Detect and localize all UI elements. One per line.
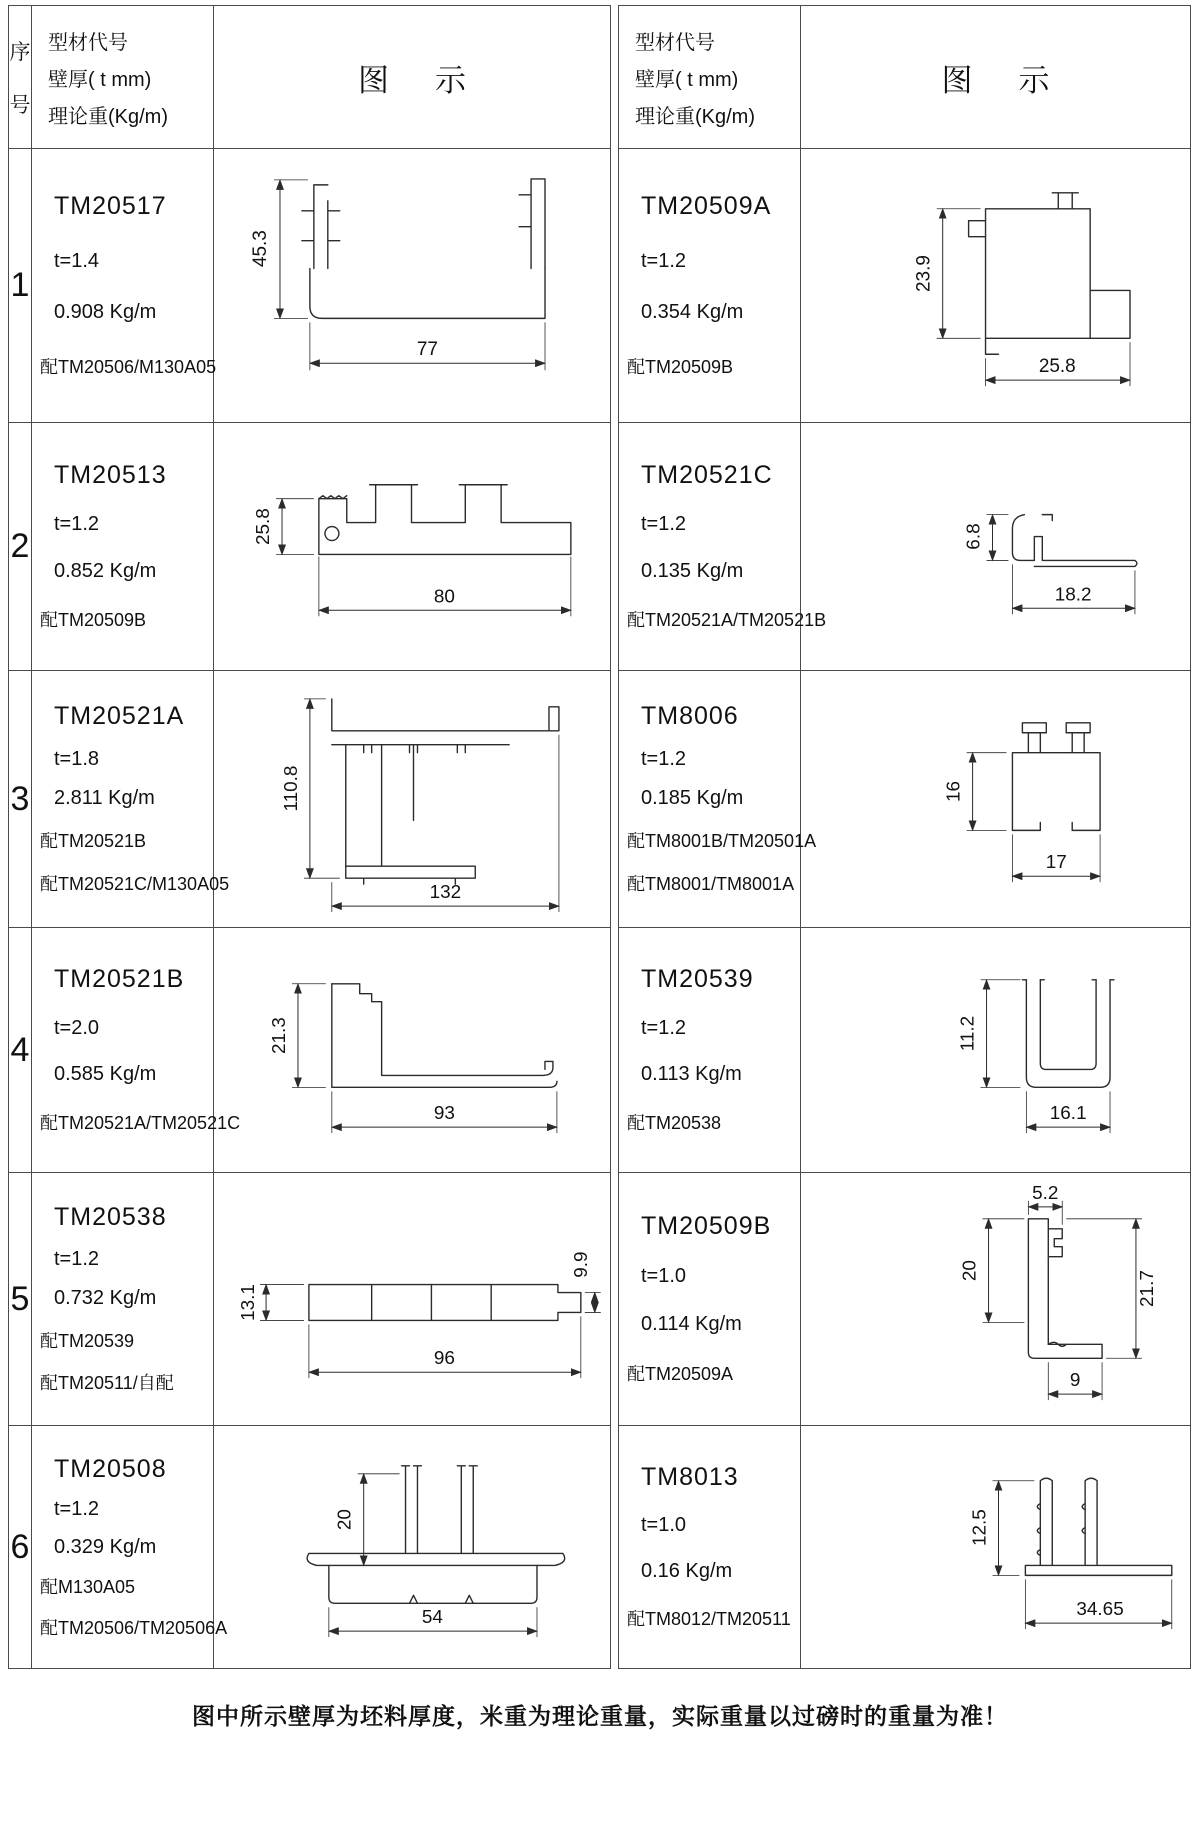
- matching-profiles: 配TM20509A: [627, 1364, 734, 1385]
- unit-weight: 0.16 Kg/m: [641, 1559, 733, 1582]
- profile-diagram-TM20509A: [801, 149, 1191, 423]
- profile-code: TM20508: [54, 1454, 167, 1483]
- dim-height: 16: [943, 781, 965, 803]
- spec-header-line1: 型材代号: [635, 31, 715, 54]
- matching-profiles: 配TM20521C/M130A05: [40, 874, 230, 895]
- profile-diagram-TM20538: [214, 1173, 611, 1426]
- unit-weight: 2.811 Kg/m: [54, 787, 155, 810]
- dim-width: 16.1: [1049, 1103, 1087, 1125]
- diagram-column-header: [214, 6, 611, 149]
- profile-diagram-TM20521A: [214, 671, 611, 928]
- cross-section-drawing: [214, 1173, 610, 1425]
- profile-code: TM20521C: [641, 460, 773, 489]
- dim-height: 110.8: [280, 765, 302, 812]
- dim-width: 17: [1045, 852, 1067, 874]
- dim-width: 93: [433, 1103, 455, 1125]
- profile-spec-TM20509B: [619, 1173, 801, 1426]
- diagram-column-header: [801, 6, 1191, 149]
- profile-spec-TM8013: [619, 1426, 801, 1669]
- profile-table-right: [618, 5, 1191, 1669]
- matching-profiles: 配TM8001/TM8001A: [627, 874, 795, 895]
- wall-thickness: t=2.0: [54, 1017, 100, 1039]
- wall-thickness: t=1.2: [641, 1017, 687, 1039]
- dim-height: 23.9: [913, 255, 935, 292]
- profile-spec-TM20539: [619, 928, 801, 1173]
- cross-section-drawing: [214, 423, 610, 670]
- dim-width: 54: [421, 1607, 443, 1629]
- profile-table-left: [8, 5, 611, 1669]
- spec-column-header: [32, 6, 214, 149]
- profile-code: TM20538: [54, 1203, 167, 1232]
- profile-diagram-TM20508: [214, 1426, 611, 1669]
- cross-section-drawing: [801, 671, 1190, 927]
- profile-code: TM20509B: [641, 1211, 772, 1240]
- row-index: 3: [9, 671, 32, 928]
- cross-section-drawing: [214, 671, 610, 927]
- wall-thickness: t=1.2: [641, 249, 687, 272]
- profile-spec-TM20513: [32, 423, 214, 671]
- dim-width: 96: [433, 1348, 455, 1370]
- profile-spec-TM8006: [619, 671, 817, 928]
- cross-section-drawing: [801, 423, 1190, 670]
- dim-width: 80: [433, 586, 455, 608]
- unit-weight: 0.329 Kg/m: [54, 1535, 157, 1558]
- unit-weight: 0.113 Kg/m: [641, 1063, 742, 1085]
- spec-column-header: [619, 6, 801, 149]
- dim-width: 77: [416, 339, 438, 361]
- wall-thickness: t=1.2: [54, 513, 100, 536]
- wall-thickness: t=1.2: [54, 1248, 100, 1271]
- profile-code: TM20513: [54, 460, 167, 489]
- wall-thickness: t=1.4: [54, 249, 100, 272]
- dim-right: 21.7: [1136, 1270, 1158, 1307]
- diagram-header-label: 图示: [941, 62, 1096, 98]
- row-index: 1: [9, 149, 32, 423]
- profile-diagram-TM8013: [801, 1426, 1191, 1669]
- profile-code: TM8006: [641, 701, 739, 730]
- profile-code: TM20521B: [54, 965, 185, 993]
- dim-height: 13.1: [238, 1284, 260, 1321]
- matching-profiles: 配TM20506/M130A05: [40, 357, 217, 378]
- cross-section-drawing: [214, 149, 610, 422]
- unit-weight: 0.135 Kg/m: [641, 559, 744, 582]
- unit-weight: 0.732 Kg/m: [54, 1287, 157, 1310]
- matching-profiles: 配TM20539: [40, 1330, 135, 1351]
- dim-width: 132: [429, 882, 462, 904]
- matching-profiles: 配TM8012/TM20511: [627, 1609, 791, 1630]
- cross-section-drawing: [214, 1426, 610, 1668]
- dim-height: 25.8: [253, 508, 275, 545]
- cross-section-drawing: [214, 928, 610, 1172]
- profile-code: TM20521A: [54, 701, 185, 730]
- wall-thickness: t=1.8: [54, 747, 100, 770]
- dim-width: 25.8: [1038, 356, 1076, 378]
- dim-top: 5.2: [1032, 1182, 1059, 1204]
- profile-diagram-TM20539: [801, 928, 1191, 1173]
- cross-section-drawing: [801, 149, 1190, 422]
- matching-profiles: 配M130A05: [40, 1577, 136, 1597]
- dim-height: 11.2: [957, 1015, 979, 1052]
- matching-profiles: 配TM20511/自配: [40, 1372, 174, 1393]
- cross-section-drawing: [801, 1173, 1190, 1425]
- wall-thickness: t=1.2: [54, 1498, 100, 1520]
- row-index: 5: [9, 1173, 32, 1426]
- dim-width: 18.2: [1054, 584, 1092, 606]
- profile-spec-TM20521A: [32, 671, 230, 928]
- unit-weight: 0.114 Kg/m: [641, 1312, 742, 1335]
- matching-profiles: 配TM20521B: [40, 831, 147, 852]
- unit-weight: 0.852 Kg/m: [54, 559, 157, 582]
- profile-spec-TM20521B: [32, 928, 241, 1173]
- dim-height: 20: [334, 1509, 356, 1531]
- profile-diagram-TM20517: [214, 149, 611, 423]
- index-header-bottom: 号: [9, 93, 31, 117]
- dim-height: 6.8: [963, 523, 985, 550]
- profile-diagram-TM20509B: [801, 1173, 1191, 1426]
- matching-profiles: 配TM20521A/TM20521C: [40, 1113, 241, 1133]
- profile-code: TM20509A: [641, 191, 772, 220]
- dim-step: 9.9: [570, 1251, 592, 1278]
- profile-diagram-TM20521B: [214, 928, 611, 1173]
- profile-spec-TM20521C: [619, 423, 827, 671]
- spec-header-line3: 理论重(Kg/m): [635, 105, 755, 128]
- wall-thickness: t=1.0: [641, 1265, 687, 1288]
- dim-height: 12.5: [969, 1509, 991, 1546]
- profile-spec-TM20538: [32, 1173, 214, 1426]
- profile-diagram-TM20521C: [801, 423, 1191, 671]
- profile-diagram-TM20513: [214, 423, 611, 671]
- footer-note: 图中所示壁厚为坯料厚度，米重为理论重量，实际重量以过磅时的重量为准！: [192, 1703, 1008, 1729]
- matching-profiles: 配TM20521A/TM20521B: [627, 610, 827, 631]
- matching-profiles: 配TM8001B/TM20501A: [627, 831, 817, 852]
- dim-height: 21.3: [269, 1017, 291, 1054]
- dim-bottom: 9: [1069, 1370, 1081, 1392]
- matching-profiles: 配TM20506/TM20506A: [40, 1617, 228, 1638]
- matching-profiles: 配TM20538: [627, 1113, 722, 1133]
- matching-profiles: 配TM20509B: [627, 357, 734, 378]
- wall-thickness: t=1.0: [641, 1514, 687, 1537]
- profile-spec-TM20509A: [619, 149, 801, 423]
- spec-header-line2: 壁厚( t mm): [635, 68, 739, 91]
- cross-section-drawing: [801, 928, 1190, 1172]
- matching-profiles: 配TM20509B: [40, 610, 147, 631]
- row-index: 6: [9, 1426, 32, 1669]
- profile-diagram-TM8006: [801, 671, 1191, 928]
- spec-header-line2: 壁厚( t mm): [48, 68, 152, 91]
- diagram-header-label: 图示: [358, 62, 512, 98]
- cross-section-drawing: [801, 1426, 1190, 1668]
- index-header-top: 序: [9, 40, 31, 64]
- profile-code: TM20517: [54, 191, 167, 220]
- index-column-header: [9, 6, 32, 149]
- profile-code: TM8013: [641, 1462, 739, 1491]
- profile-code: TM20539: [641, 965, 754, 993]
- spec-header-line1: 型材代号: [48, 31, 128, 54]
- dim-height: 45.3: [250, 230, 272, 268]
- wall-thickness: t=1.2: [641, 513, 687, 536]
- unit-weight: 0.908 Kg/m: [54, 301, 157, 324]
- spec-header-line3: 理论重(Kg/m): [48, 105, 168, 128]
- dim-left: 20: [959, 1260, 981, 1282]
- unit-weight: 0.585 Kg/m: [54, 1063, 157, 1085]
- row-index: 2: [9, 423, 32, 671]
- unit-weight: 0.185 Kg/m: [641, 787, 744, 810]
- profile-spec-TM20517: [32, 149, 217, 423]
- row-index: 4: [9, 928, 32, 1173]
- wall-thickness: t=1.2: [641, 747, 687, 770]
- profile-spec-TM20508: [32, 1426, 228, 1669]
- unit-weight: 0.354 Kg/m: [641, 301, 744, 324]
- dim-width: 34.65: [1076, 1599, 1124, 1621]
